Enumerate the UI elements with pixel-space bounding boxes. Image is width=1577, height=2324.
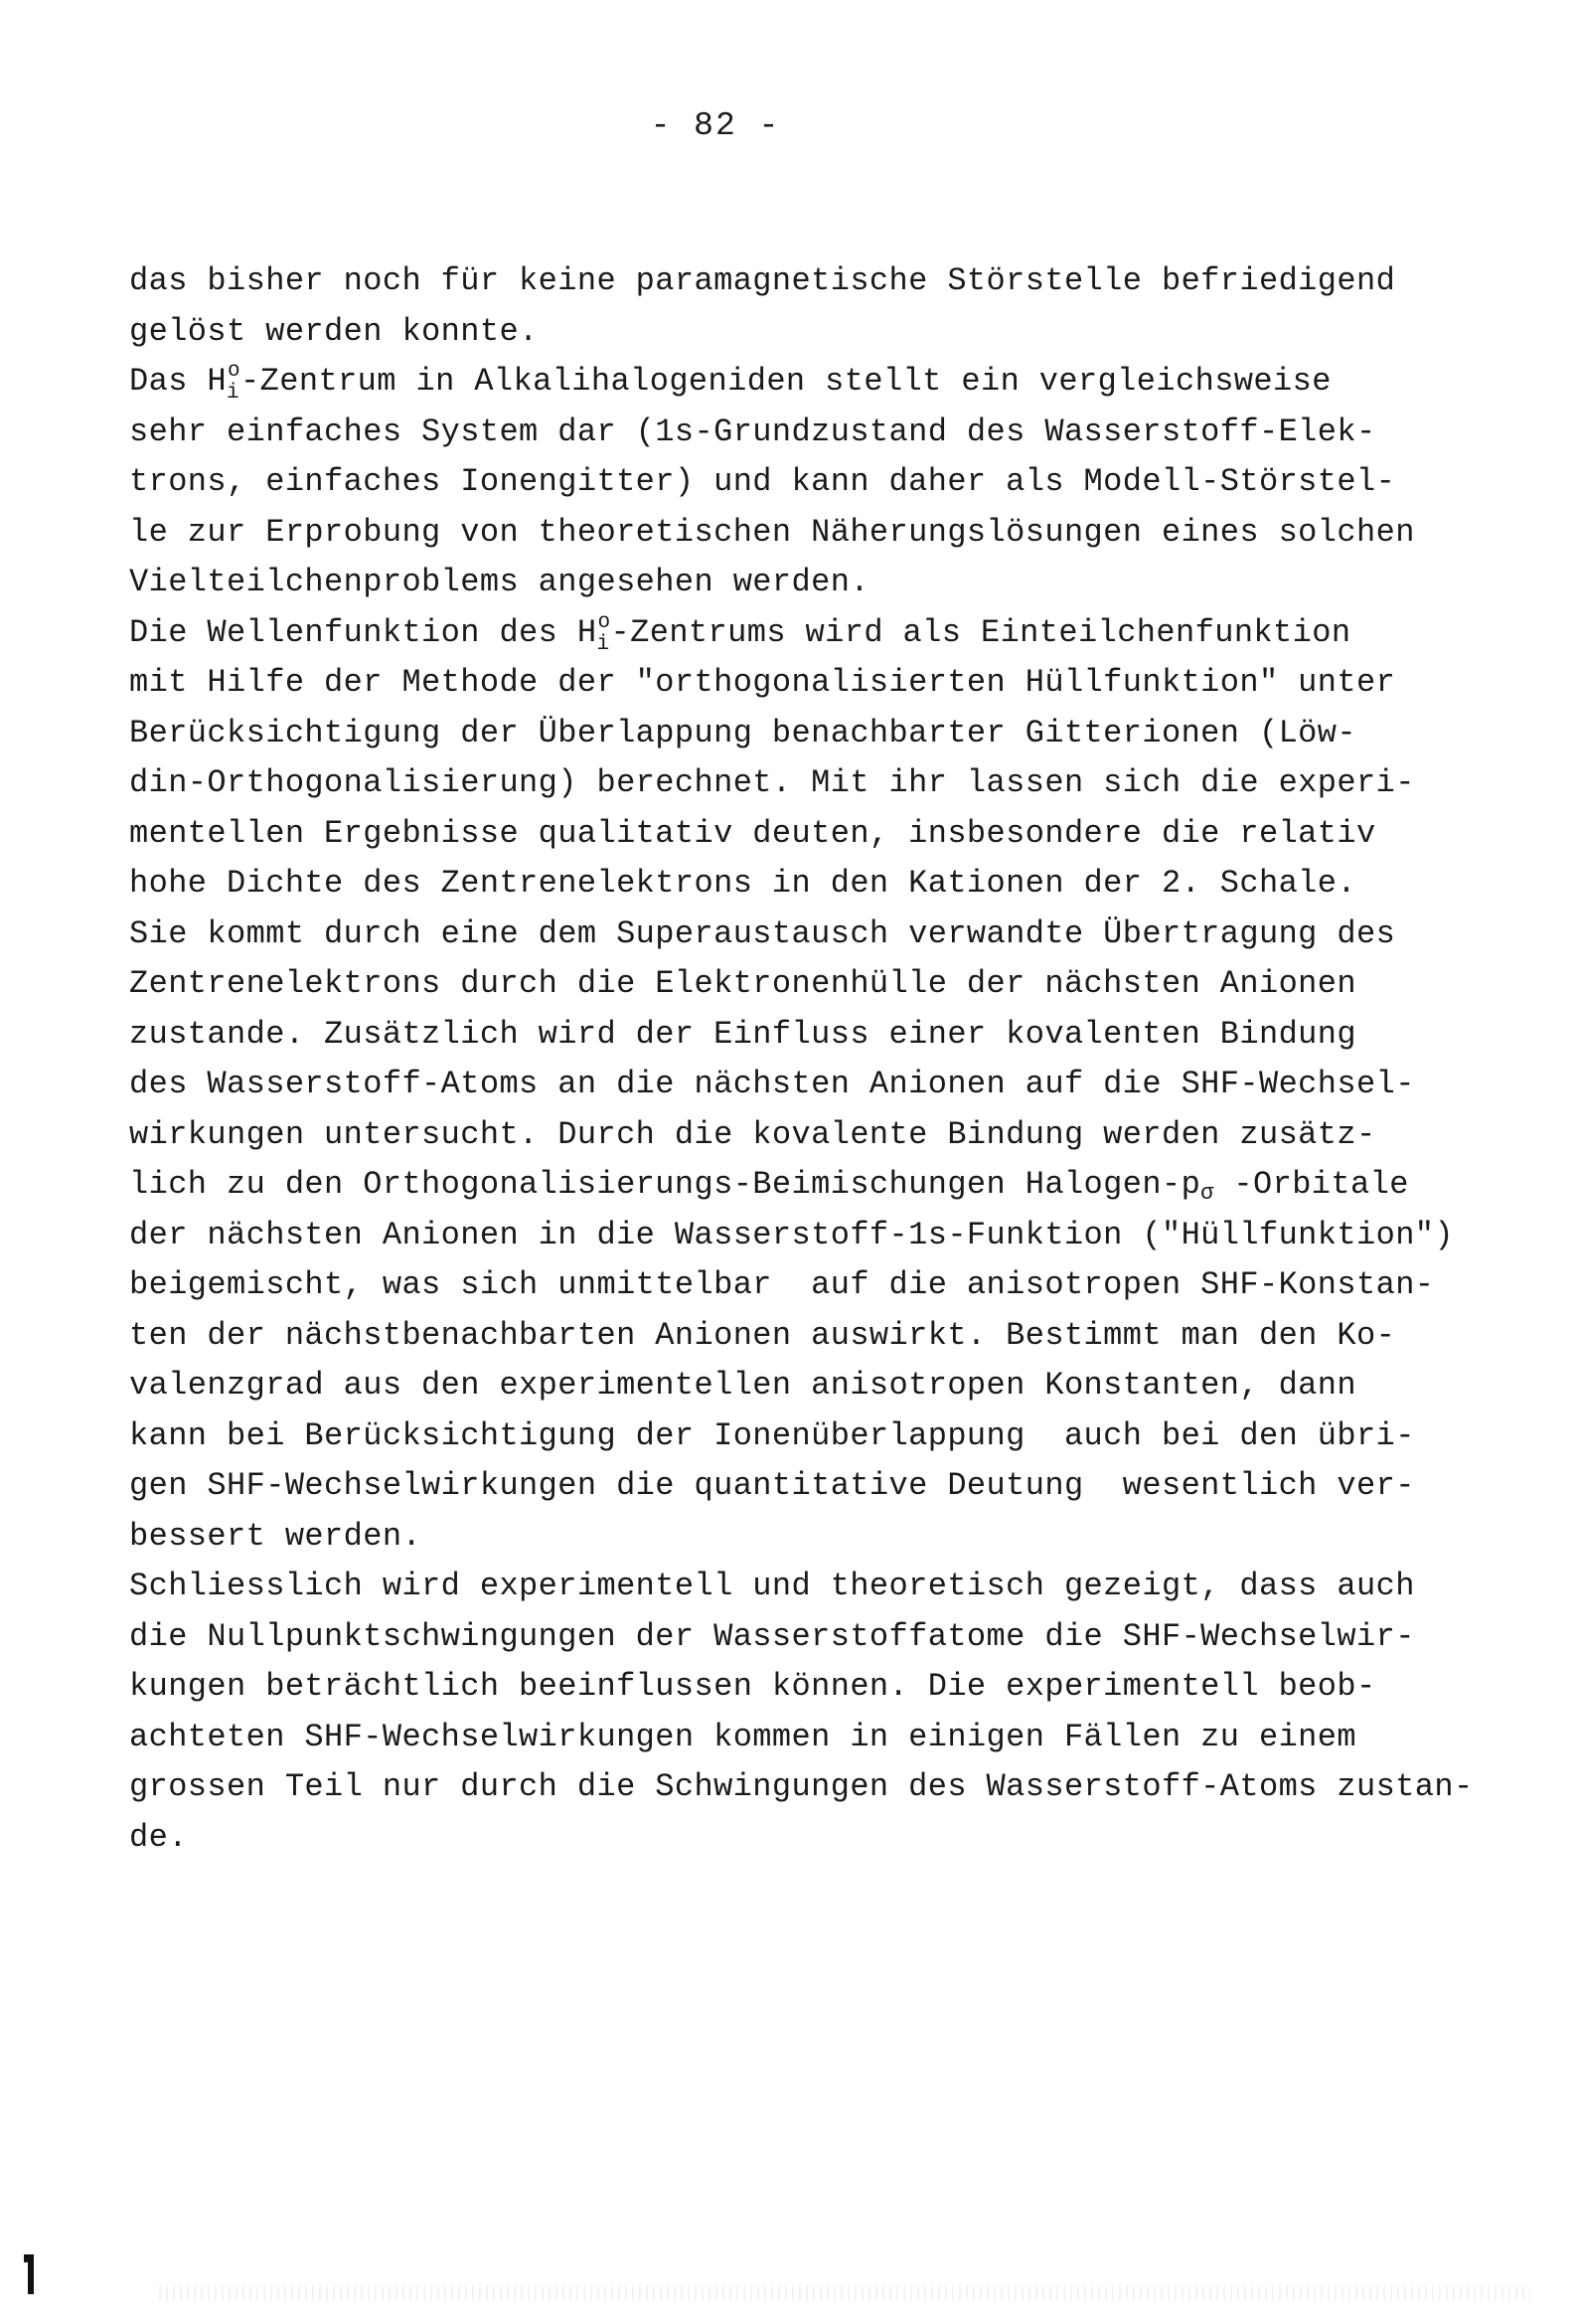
text-line: grossen Teil nur durch die Schwingungen des Wasserstoff-Atoms zustan- [129,1768,1474,1805]
body-text [129,256,1560,1863]
text-line: Sie kommt durch eine dem Superaustausch verwandte Übertragung des [129,914,1396,952]
text-line: gen SHF-Wechselwirkungen die quantitative Deutung wesentlich ver- [129,1467,1415,1504]
page-number: - 82 - [650,107,781,144]
text-line-h-center [129,608,1560,659]
text-line: die Nullpunktschwingungen der Wasserstoffatome die SHF-Wechselwir- [129,1617,1415,1655]
text-line: valenzgrad aus den experimentellen anisotropen Konstanten, dann [129,1367,1356,1404]
text-line: mit Hilfe der Methode der "orthogonalisierten Hüllfunktion" unter [129,664,1396,701]
text-line: Schliesslich wird experimentell und theoretisch gezeigt, dass auch [129,1568,1415,1604]
text-segment: -Orbitale [1213,1166,1409,1203]
text-line: beigemischt, was sich unmittelbar auf die anisotropen SHF-Konstan- [129,1266,1435,1303]
text-line: Vielteilchenproblems angesehen werden. [129,564,869,600]
text-line: gelöst werden konnte. [129,312,539,350]
text-line: ten der nächstbenachbarten Anionen auswirkt. Bestimmt man den Ko- [129,1316,1396,1354]
text-line: Berücksichtigung der Überlappung benachbarter Gitterionen (Löw- [129,714,1356,751]
text-line: kann bei Berücksichtigung der Ionenüberlappung auch bei den übri- [129,1416,1415,1454]
superscript-o: o [597,610,611,634]
text-line: wirkungen untersucht. Durch die kovalente Bindung werden zusätz- [129,1115,1376,1153]
scan-noise-strip [159,2286,1530,2300]
text-line: sehr einfaches System dar (1s-Grundzustand des Wasserstoff-Elek- [129,413,1376,450]
text-line: bessert werden. [129,1517,422,1555]
text-line: achteten SHF-Wechselwirkungen kommen in einigen Fällen zu einem [129,1718,1356,1755]
sigma-symbol: σ [1200,1181,1214,1206]
text-line: des Wasserstoff-Atoms an die nächsten Anionen auf die SHF-Wechsel- [129,1066,1415,1102]
superscript-o: o [228,360,241,383]
text-line-h-center [129,357,1560,408]
text-line: der nächsten Anionen in die Wasserstoff-1s-Funktion ("Hüllfunktion") [129,1216,1455,1253]
text-line-orbital [129,1160,1560,1211]
text-line: das bisher noch für keine paramagnetische Störstelle befriedigend [129,262,1396,299]
text-line: mentellen Ergebnisse qualitativ deuten, insbesondere die relativ [129,814,1376,852]
subscript-i: i [596,632,610,656]
text-line: din-Orthogonalisierung) berechnet. Mit ihr lassen sich die experi- [129,764,1415,801]
text-segment: -Zentrum in Alkalihalogeniden stellt ein vergleichsweise [240,363,1332,400]
subscript-i: i [227,382,240,405]
text-segment: lich zu den Orthogonalisierungs-Beimischungen Halogen-p [129,1166,1201,1203]
text-line: hohe Dichte des Zentrenelektrons in den Kationen der 2. Schale. [129,865,1356,902]
text-line: kungen beträchtlich beeinflussen können. Die experimentell beob- [129,1668,1376,1705]
text-line: zustande. Zusätzlich wird der Einfluss einer kovalenten Bindung [129,1015,1356,1053]
text-segment: -Zentrums wird als Einteilchenfunktion [610,613,1351,651]
text-line: trons, einfaches Ionengitter) und kann daher als Modell-Störstel- [129,463,1396,500]
text-line: de. [129,1818,188,1856]
mark-bar [28,2254,34,2294]
scan-margin-mark [24,2254,36,2294]
text-line: le zur Erprobung von theoretischen Näherungslösungen eines solchen [129,513,1415,551]
text-segment: Das H [129,363,228,400]
text-segment: Die Wellenfunktion des H [129,613,597,651]
text-line: Zentrenelektrons durch die Elektronenhülle der nächsten Anionen [129,965,1356,1002]
